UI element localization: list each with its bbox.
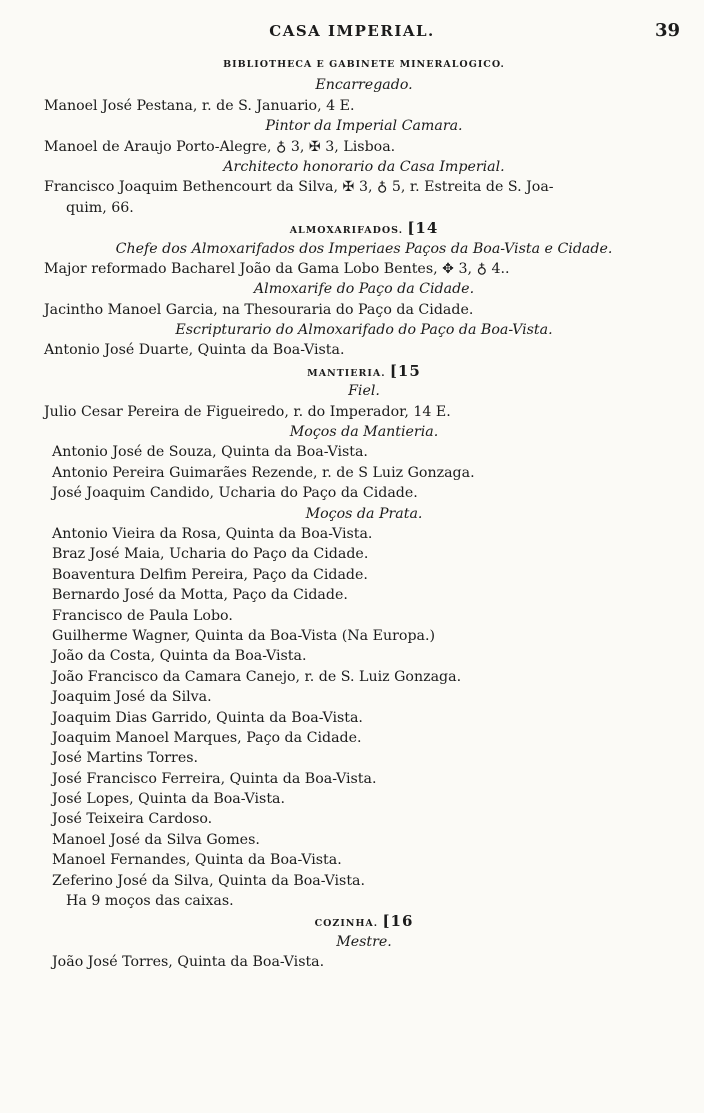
text-line: José Teixeira Cardoso. [52,811,213,828]
text-line: Guilherme Wagner, Quinta da Boa-Vista (Na Europa.) [52,627,436,644]
text-line: Ha 9 moços das caixas. [66,893,234,910]
subheading: Encarregado. [315,77,413,94]
text-line: Julio Cesar Pereira de Figueiredo, r. do Imperador, 14 E. [44,403,451,420]
text-line: Boaventura Delfim Pereira, Paço da Cidade. [52,566,368,583]
text-line: Manoel Fernandes, Quinta da Boa-Vista. [52,852,342,869]
subheading: Mestre. [336,933,392,950]
text-line: Joaquim José da Silva. [52,689,212,706]
text-line: Antonio Pereira Guimarães Rezende, r. de S Luiz Gonzaga. [52,464,475,481]
text-line: Antonio Vieira da Rosa, Quinta da Boa-Vista. [52,525,373,542]
section-label: ALMOXARIFADOS. [289,225,404,237]
text-line: José Martins Torres. [52,750,199,767]
subheading: Fiel. [348,383,380,400]
text-body [44,55,684,973]
text-line: Joaquim Manoel Marques, Paço da Cidade. [52,729,362,746]
text-line: Zeferino José da Silva, Quinta da Boa-Vista. [52,872,365,889]
subheading: Architecto honorario da Casa Imperial. [223,158,505,175]
text-line: Bernardo José da Motta, Paço da Cidade. [52,587,348,604]
text-line: Jacintho Manoel Garcia, na Thesouraria do Paço da Cidade. [44,301,474,318]
text-line: quim, 66. [66,199,134,216]
section-heading [44,218,684,238]
text-line: Manoel José Pestana, r. de S. Januario, 4 E. [44,97,355,114]
text-line: José Joaquim Candido, Ucharia do Paço da Cidade. [52,485,418,502]
text-line: João Francisco da Camara Canejo, r. de S. Luiz Gonzaga. [52,668,462,685]
text-line: João José Torres, Quinta da Boa-Vista. [52,954,325,971]
section-heading [44,911,684,931]
text-line: Antonio José Duarte, Quinta da Boa-Vista. [44,342,345,359]
running-title: CASA IMPERIAL. [269,22,435,40]
section-label: COZINHA. [314,918,379,930]
text-line: Francisco de Paula Lobo. [52,607,233,624]
subheading: Moços da Mantieria. [289,424,439,441]
text-line: Major reformado Bacharel João da Gama Lobo Bentes, ✥ 3, ♁ 4.. [44,260,510,277]
text-line: Manoel José da Silva Gomes. [52,831,260,848]
page-header [0,20,704,48]
text-line: Joaquim Dias Garrido, Quinta da Boa-Vista. [52,709,363,726]
subheading: Escripturario do Almoxarifado do Paço da Boa-Vista. [175,322,553,339]
text-line: Braz José Maia, Ucharia do Paço da Cidade. [52,546,369,563]
subheading: BIBLIOTHECA E GABINETE MINERALOGICO. [223,59,505,70]
section-number: [14 [407,219,439,238]
section-heading [44,361,684,381]
subheading: Pintor da Imperial Camara. [265,118,463,135]
text-line: Manoel de Araujo Porto-Alegre, ♁ 3, ✠ 3, Lisboa. [44,138,396,155]
text-line: João da Costa, Quinta da Boa-Vista. [52,648,307,665]
text-line: José Lopes, Quinta da Boa-Vista. [52,791,285,808]
subheading: Chefe dos Almoxarifados dos Imperiaes Paços da Boa-Vista e Cidade. [115,240,613,257]
subheading: Almoxarife do Paço da Cidade. [253,281,475,298]
section-number: [15 [389,361,421,380]
page-number: 39 [654,20,680,41]
subheading: Moços da Prata. [305,505,423,522]
section-number: [16 [382,912,414,931]
text-line: José Francisco Ferreira, Quinta da Boa-Vista. [52,770,377,787]
text-line: Francisco Joaquim Bethencourt da Silva, ✠ 3, ♁ 5, r. Estreita de S. Joa- [44,179,554,196]
section-label: MANTIERIA. [307,367,386,379]
text-line: Antonio José de Souza, Quinta da Boa-Vista. [52,444,368,461]
